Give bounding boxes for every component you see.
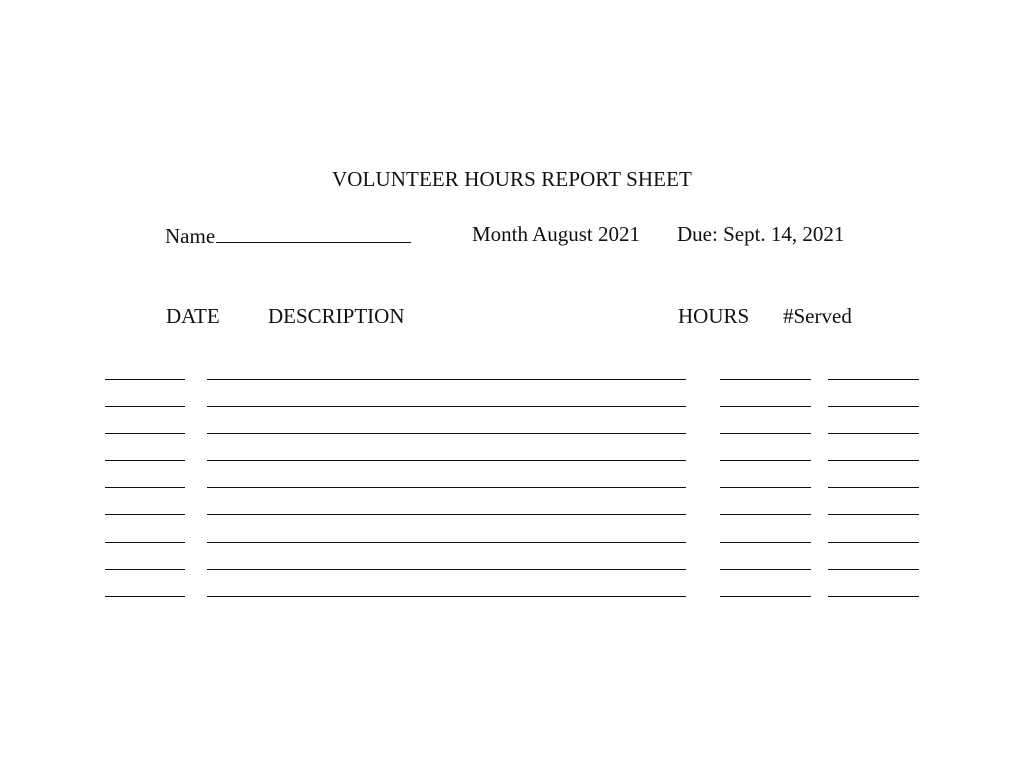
served-blank-line[interactable] [828,433,919,434]
form-title: VOLUNTEER HOURS REPORT SHEET [332,167,692,191]
hours-blank-line[interactable] [720,406,811,407]
date-blank-line[interactable] [105,460,185,461]
entry-row [0,596,1024,623]
served-blank-line[interactable] [828,379,919,380]
date-blank-line[interactable] [105,514,185,515]
description-blank-line[interactable] [207,433,686,434]
column-header-hours: HOURS [678,304,750,328]
hours-blank-line[interactable] [720,487,811,488]
description-blank-line[interactable] [207,514,686,515]
date-blank-line[interactable] [105,433,185,434]
name-field [165,222,411,249]
hours-blank-line[interactable] [720,379,811,380]
hours-blank-line[interactable] [720,596,811,597]
column-header-served: #Served [783,304,852,328]
served-blank-line[interactable] [828,460,919,461]
description-blank-line[interactable] [207,379,686,380]
hours-blank-line[interactable] [720,542,811,543]
description-blank-line[interactable] [207,596,686,597]
description-blank-line[interactable] [207,487,686,488]
name-blank-line[interactable] [216,222,411,243]
description-blank-line[interactable] [207,569,686,570]
date-blank-line[interactable] [105,569,185,570]
date-blank-line[interactable] [105,542,185,543]
description-blank-line[interactable] [207,460,686,461]
entry-rows [0,379,1024,623]
entry-row [0,514,1024,541]
served-blank-line[interactable] [828,487,919,488]
description-blank-line[interactable] [207,406,686,407]
hours-blank-line[interactable] [720,514,811,515]
due-date-label: Due: Sept. 14, 2021 [677,222,845,246]
entry-row [0,406,1024,433]
description-blank-line[interactable] [207,542,686,543]
served-blank-line[interactable] [828,542,919,543]
entry-row [0,487,1024,514]
date-blank-line[interactable] [105,487,185,488]
date-blank-line[interactable] [105,379,185,380]
month-label: Month August 2021 [472,222,641,246]
hours-blank-line[interactable] [720,569,811,570]
column-header-description: DESCRIPTION [268,304,405,328]
entry-row [0,569,1024,596]
entry-row [0,460,1024,487]
date-blank-line[interactable] [105,406,185,407]
hours-blank-line[interactable] [720,433,811,434]
hours-blank-line[interactable] [720,460,811,461]
served-blank-line[interactable] [828,596,919,597]
entry-row [0,433,1024,460]
served-blank-line[interactable] [828,569,919,570]
entry-row [0,379,1024,406]
name-label: Name [165,224,216,248]
entry-row [0,542,1024,569]
date-blank-line[interactable] [105,596,185,597]
served-blank-line[interactable] [828,514,919,515]
column-header-date: DATE [166,304,220,328]
served-blank-line[interactable] [828,406,919,407]
